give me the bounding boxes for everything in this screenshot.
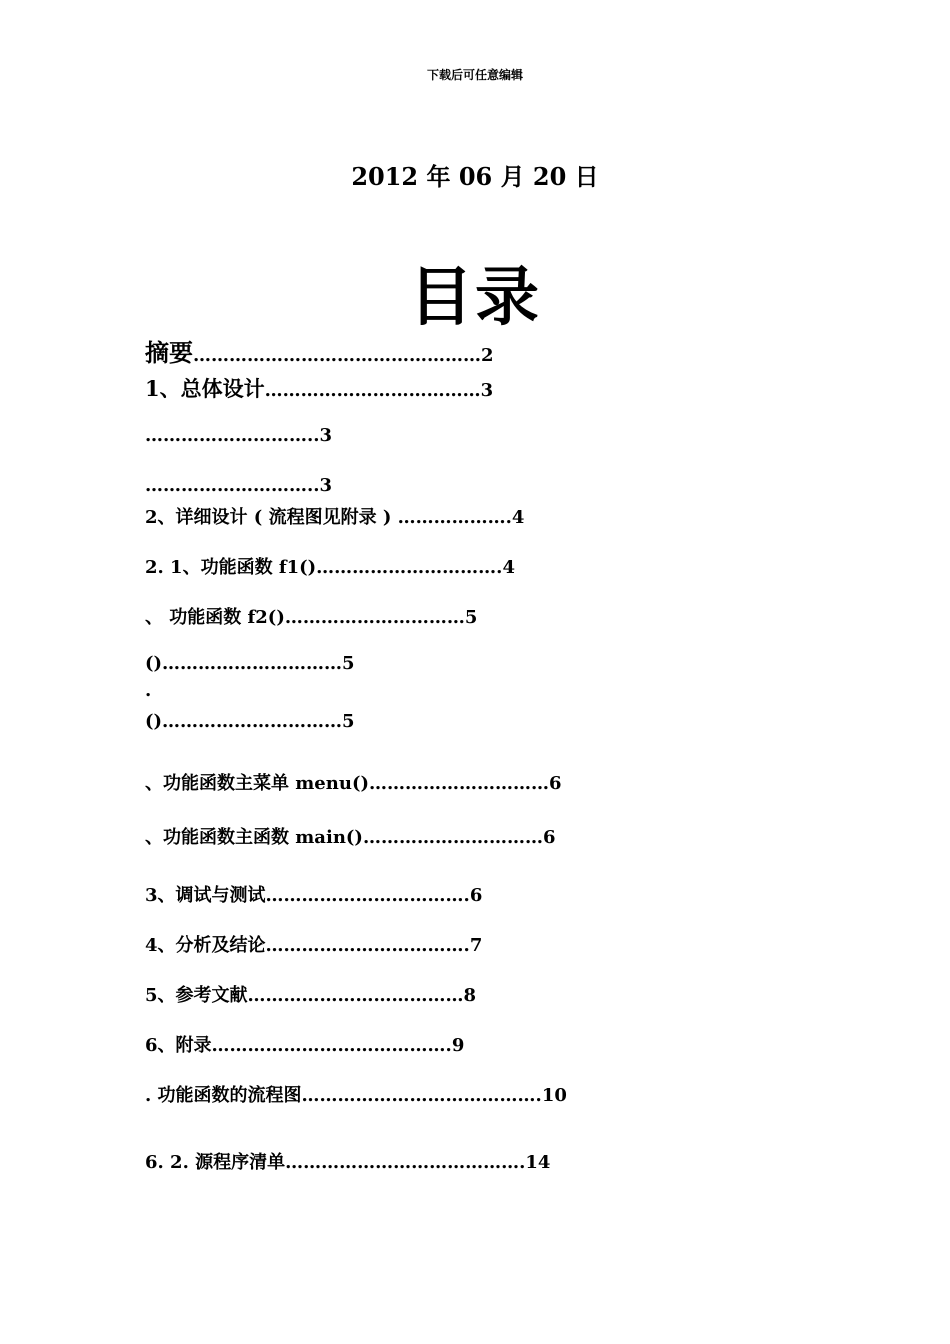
page-header: 下载后可任意编辑 — [426, 68, 523, 82]
toc-entry-dots: ………………………………………… — [193, 345, 481, 366]
toc-entry-label: () — [145, 711, 163, 732]
toc-entry-page: 5 — [342, 711, 355, 732]
toc-entry-dots: …………………………………. — [211, 1035, 452, 1056]
toc-entry-appendix — [145, 1031, 464, 1057]
toc-entry-page: 5 — [464, 607, 478, 628]
toc-entry-page: 4 — [511, 507, 525, 528]
toc-entry-dots: ………………………… — [162, 653, 343, 674]
toc-entry-label: 摘要 — [145, 338, 193, 367]
toc-entry-label: 6、附录 — [145, 1035, 212, 1056]
toc-entry-dots: ………………………… — [368, 773, 549, 794]
toc-entry-page: 3 — [480, 380, 494, 401]
toc-entry-label: 、 功能函数 f2() — [145, 607, 285, 628]
toc-entry-label: 1、总体设计 — [145, 376, 265, 401]
toc-entry-page: 6 — [548, 773, 562, 794]
toc-entry-flowchart — [145, 1081, 567, 1107]
toc-entry-dots: ……………………………. — [265, 885, 470, 906]
toc-entry-dots: …………………………………. — [301, 1085, 542, 1106]
toc-title: 目录 — [409, 260, 541, 335]
toc-entry-label: . — [145, 680, 152, 701]
toc-entry-f2 — [145, 603, 477, 629]
toc-entry-overall-design — [145, 373, 493, 403]
toc-entry-page: 8 — [463, 985, 477, 1006]
toc-entry-dots: ……………………………. — [265, 935, 470, 956]
toc-entry-dots: ………………………… — [284, 607, 465, 628]
toc-entry-source-listing — [145, 1148, 550, 1174]
toc-entry-page: 6 — [542, 827, 556, 848]
toc-entry-dots: ………………………… — [162, 711, 343, 732]
toc-entry-page: 4 — [502, 557, 515, 578]
toc-entry-page: 3 — [319, 475, 333, 496]
toc-entry-page: 14 — [525, 1152, 551, 1173]
toc-entry-label: 4、分析及结论 — [145, 935, 266, 956]
toc-entry-dots: ……………………………… — [264, 380, 481, 401]
toc-entry-dots: …………………………. — [316, 557, 503, 578]
toc-entry-label: 6. 2. 源程序清单 — [145, 1152, 286, 1173]
document-date: 2012 年 06 月 20 日 — [351, 162, 599, 191]
toc-entry-detailed-design — [145, 503, 524, 529]
toc-entry-references — [145, 981, 476, 1007]
toc-entry-abstract — [145, 333, 494, 368]
toc-entry-page: 5 — [342, 653, 355, 674]
toc-entry-page: 3 — [319, 425, 333, 446]
toc-entry — [145, 680, 151, 701]
toc-entry-page: 9 — [451, 1035, 465, 1056]
toc-entry-label: 3、调试与测试 — [145, 885, 266, 906]
toc-entry-label: 2. 1、功能函数 f1() — [145, 557, 317, 578]
toc-entry-dots: ………………. — [397, 507, 512, 528]
toc-entry-page: 7 — [469, 935, 483, 956]
toc-entry-f1 — [145, 553, 515, 579]
toc-entry — [145, 653, 355, 674]
toc-entry-dots: ……………………….. — [145, 425, 320, 446]
toc-entry — [145, 475, 332, 496]
toc-entry-debugging — [145, 881, 482, 907]
toc-entry-label: 、功能函数主函数 main() — [145, 827, 363, 848]
toc-entry-dots: ……………………………… — [247, 985, 464, 1006]
toc-entry-dots: …………………………………. — [285, 1152, 526, 1173]
toc-entry-page: 10 — [541, 1085, 567, 1106]
toc-entry-main — [145, 823, 555, 849]
toc-entry-page: 2 — [481, 345, 494, 366]
toc-entry — [145, 711, 355, 732]
toc-entry-label: 、功能函数主菜单 menu() — [145, 773, 369, 794]
toc-entry-page: 6 — [469, 885, 483, 906]
toc-entry-dots: ………………………… — [362, 827, 543, 848]
toc-entry-label: 2、详细设计 ( 流程图见附录 ) — [145, 507, 398, 528]
toc-entry-label: 5、参考文献 — [145, 985, 248, 1006]
toc-entry — [145, 425, 332, 446]
toc-entry-menu — [145, 769, 562, 795]
toc-entry-analysis — [145, 931, 482, 957]
toc-entry-label: () — [145, 653, 163, 674]
toc-entry-label: . 功能函数的流程图 — [145, 1085, 302, 1106]
toc-entry-dots: ……………………….. — [145, 475, 320, 496]
